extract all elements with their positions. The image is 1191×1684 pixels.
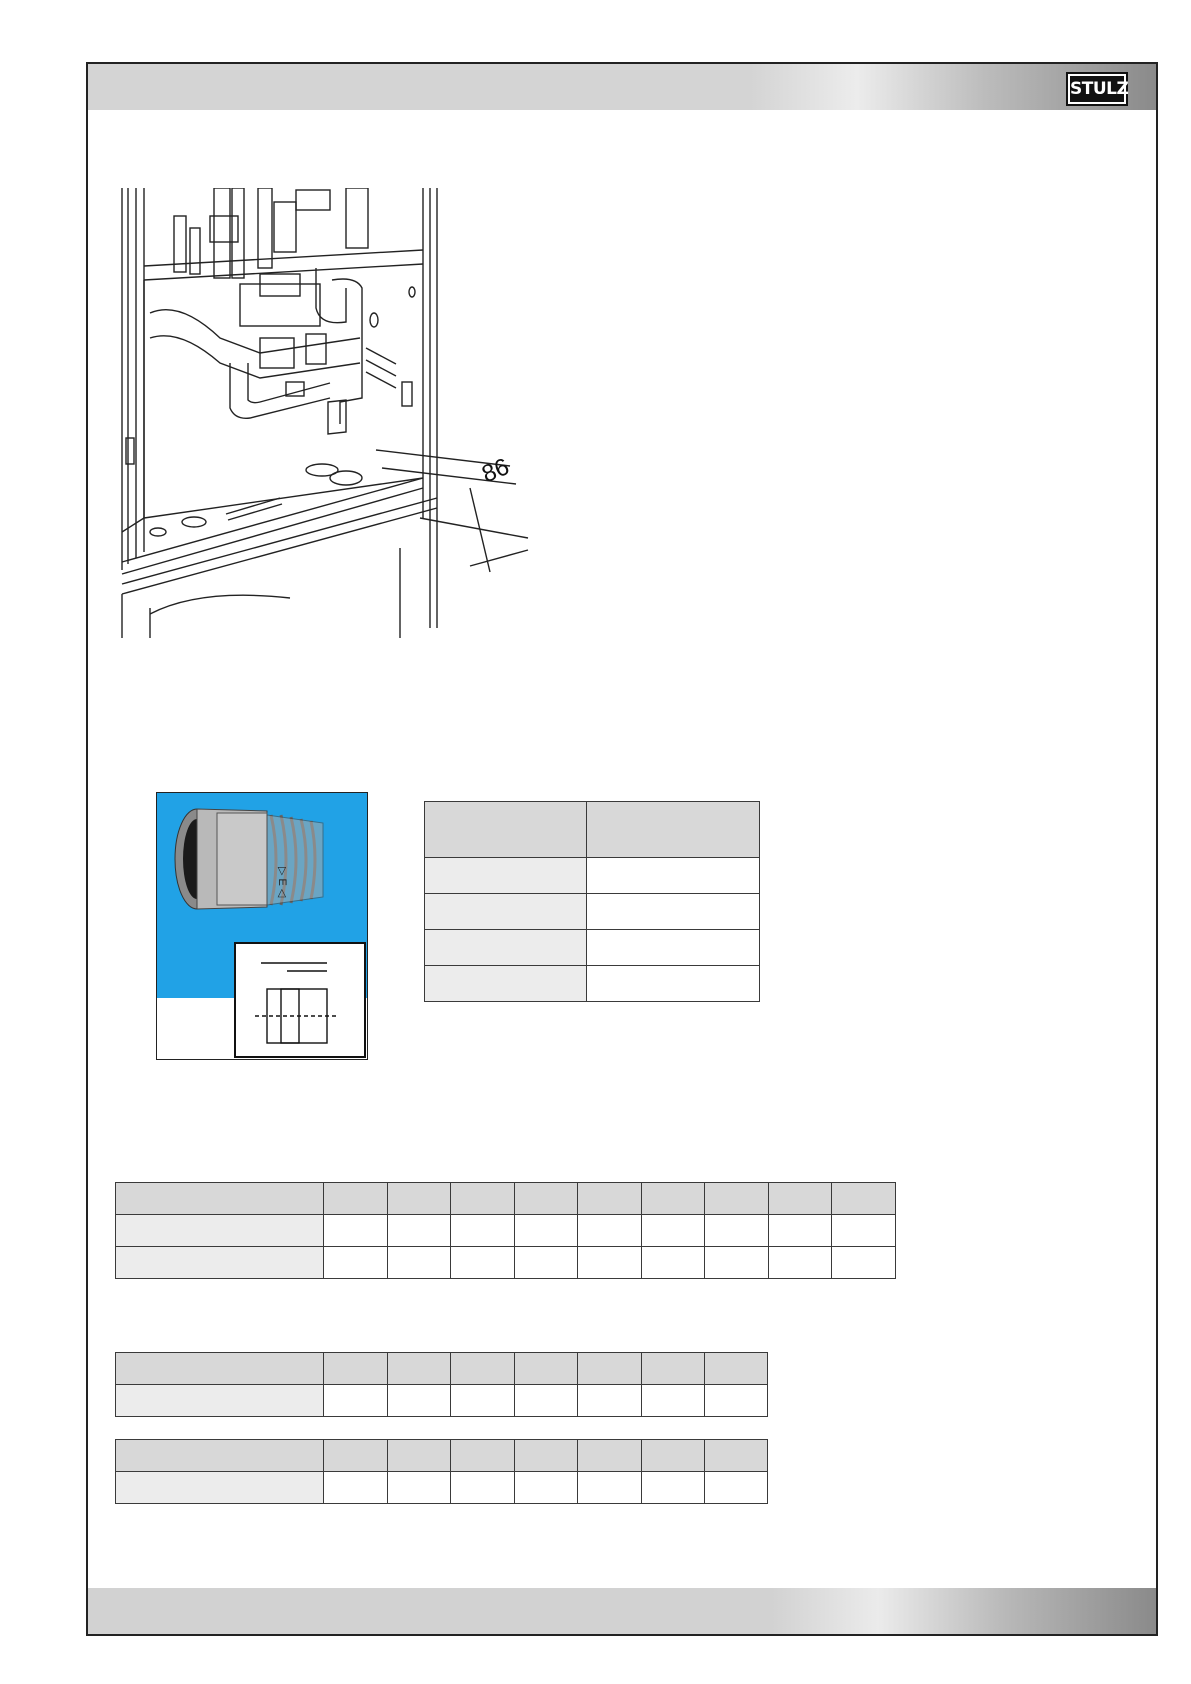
spec-header-cell: [587, 802, 760, 858]
table-cell: [705, 1472, 768, 1504]
spec-header-cell: [425, 802, 587, 858]
table-cell: [769, 1247, 832, 1279]
table-header-cell: [451, 1353, 515, 1385]
svg-text:▷ E ◁: ▷ E ◁: [276, 867, 288, 898]
table-header-cell: [324, 1440, 388, 1472]
spec-label-cell: [425, 966, 587, 1002]
table-header-cell: [705, 1183, 769, 1215]
spec-table: [424, 801, 760, 1002]
table-cell: [388, 1247, 451, 1279]
table-cell: [515, 1247, 578, 1279]
data-table-3: [115, 1439, 768, 1504]
table-header-cell: [515, 1440, 578, 1472]
dimension-label: 86: [478, 453, 514, 489]
spec-label-cell: [425, 930, 587, 966]
table-header-cell: [388, 1183, 451, 1215]
footer-band: [88, 1588, 1156, 1634]
stulz-logo: [1066, 72, 1128, 106]
table-row-label: [116, 1215, 324, 1247]
header-band: [88, 64, 1156, 110]
data-table-1: [115, 1182, 896, 1279]
table-header-cell: [705, 1440, 768, 1472]
table-header-cell: [116, 1183, 324, 1215]
table-header-cell: [642, 1183, 705, 1215]
table-cell: [324, 1247, 388, 1279]
table-cell: [642, 1247, 705, 1279]
table-cell: [578, 1472, 642, 1504]
table-row-label: [116, 1472, 324, 1504]
table-header-cell: [116, 1353, 324, 1385]
fitting-image-box: [156, 792, 368, 1060]
table-cell: [324, 1385, 388, 1417]
table-row-label: [116, 1385, 324, 1417]
table-cell: [388, 1385, 451, 1417]
fitting-section-drawing: [235, 943, 365, 1057]
table-header-cell: [832, 1183, 896, 1215]
data-table-2: [115, 1352, 768, 1417]
table-cell: [515, 1472, 578, 1504]
table-header-cell: [324, 1183, 388, 1215]
spec-value-cell: [587, 966, 760, 1002]
table-cell: [388, 1472, 451, 1504]
spec-value-cell: [587, 894, 760, 930]
table-header-cell: [642, 1353, 705, 1385]
table-cell: [705, 1247, 769, 1279]
table-cell: [705, 1215, 769, 1247]
table-cell: [451, 1247, 515, 1279]
table-cell: [515, 1385, 578, 1417]
table-header-cell: [578, 1183, 642, 1215]
table-cell: [515, 1215, 578, 1247]
table-cell: [388, 1215, 451, 1247]
table-header-cell: [769, 1183, 832, 1215]
table-cell: [578, 1385, 642, 1417]
table-cell: [451, 1385, 515, 1417]
table-header-cell: [642, 1440, 705, 1472]
table-cell: [769, 1215, 832, 1247]
table-header-cell: [578, 1353, 642, 1385]
table-cell: [642, 1472, 705, 1504]
table-header-cell: [515, 1353, 578, 1385]
spec-label-cell: [425, 858, 587, 894]
table-row-label: [116, 1247, 324, 1279]
table-header-cell: [388, 1440, 451, 1472]
table-cell: [832, 1247, 896, 1279]
table-header-cell: [451, 1440, 515, 1472]
table-header-cell: [451, 1183, 515, 1215]
table-header-cell: [515, 1183, 578, 1215]
table-header-cell: [578, 1440, 642, 1472]
table-header-cell: [116, 1440, 324, 1472]
table-cell: [324, 1215, 388, 1247]
table-cell: [578, 1215, 642, 1247]
table-cell: [451, 1215, 515, 1247]
table-cell: [451, 1472, 515, 1504]
threaded-pipe-fitting-photo: [157, 793, 368, 1060]
table-cell: [324, 1472, 388, 1504]
table-cell: [642, 1385, 705, 1417]
spec-label-cell: [425, 894, 587, 930]
logo-text: STULZ: [1070, 76, 1124, 102]
table-header-cell: [705, 1353, 768, 1385]
table-cell: [642, 1215, 705, 1247]
spec-value-cell: [587, 858, 760, 894]
spec-value-cell: [587, 930, 760, 966]
pipe-connection-drawing: [110, 188, 530, 638]
table-cell: [705, 1385, 768, 1417]
table-header-cell: [388, 1353, 451, 1385]
table-cell: [578, 1247, 642, 1279]
table-cell: [832, 1215, 896, 1247]
table-header-cell: [324, 1353, 388, 1385]
